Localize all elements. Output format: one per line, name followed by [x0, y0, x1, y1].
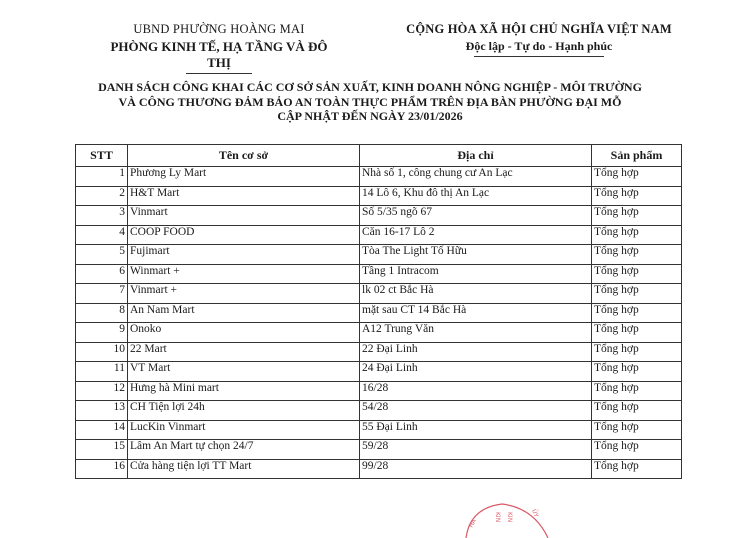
cell-name: Winmart +: [128, 264, 360, 284]
cell-stt: 12: [76, 381, 128, 401]
cell-name: Vinmart +: [128, 284, 360, 304]
cell-address: 16/28: [360, 381, 592, 401]
cell-product: Tổng hợp: [592, 440, 682, 460]
agency-name: PHÒNG KINH TẾ, HẠ TẦNG VÀ ĐÔ THỊ: [110, 39, 328, 70]
cell-stt: 10: [76, 342, 128, 362]
establishment-table: [75, 144, 682, 479]
cell-product: Tổng hợp: [592, 342, 682, 362]
cell-product: Tổng hợp: [592, 206, 682, 226]
title-line-1: DANH SÁCH CÔNG KHAI CÁC CƠ SỞ SẢN XUẤT, KINH DOANH NÔNG NGHIỆP - MÔI TRƯỜNG: [98, 80, 642, 94]
cell-product: Tổng hợp: [592, 264, 682, 284]
cell-name: COOP FOOD: [128, 225, 360, 245]
cell-address: 14 Lô 6, Khu đô thị An Lạc: [360, 186, 592, 206]
cell-product: Tổng hợp: [592, 401, 682, 421]
table-row: [76, 420, 682, 440]
cell-address: 99/28: [360, 459, 592, 479]
table-row: [76, 362, 682, 382]
table-row: [76, 323, 682, 343]
cell-name: Onoko: [128, 323, 360, 343]
cell-address: Tòa The Light Tố Hữu: [360, 245, 592, 265]
table-row: [76, 284, 682, 304]
cell-stt: 11: [76, 362, 128, 382]
cell-stt: 7: [76, 284, 128, 304]
cell-stt: 5: [76, 245, 128, 265]
cell-name: H&T Mart: [128, 186, 360, 206]
cell-name: Cửa hàng tiện lợi TT Mart: [128, 459, 360, 479]
table-row: [76, 245, 682, 265]
cell-name: Phương Ly Mart: [128, 167, 360, 187]
cell-stt: 2: [76, 186, 128, 206]
cell-product: Tổng hợp: [592, 381, 682, 401]
svg-text:ỦY: ỦY: [530, 508, 540, 519]
table-row: [76, 401, 682, 421]
red-seal-stamp: [462, 498, 552, 538]
agency-parent: UBND PHƯỜNG HOÀNG MAI: [133, 22, 305, 36]
table-row: [76, 225, 682, 245]
table-header-row: [76, 145, 682, 167]
svg-text:HA: HA: [467, 518, 479, 529]
column-header-name: Tên cơ sở: [128, 145, 360, 167]
cell-address: Tầng 1 Intracom: [360, 264, 592, 284]
table-row: [76, 440, 682, 460]
table-row: [76, 186, 682, 206]
cell-address: Số 5/35 ngõ 67: [360, 206, 592, 226]
issuing-agency-block: [104, 22, 334, 74]
table-row: [76, 381, 682, 401]
cell-stt: 16: [76, 459, 128, 479]
cell-product: Tổng hợp: [592, 225, 682, 245]
cell-product: Tổng hợp: [592, 245, 682, 265]
cell-stt: 6: [76, 264, 128, 284]
cell-stt: 9: [76, 323, 128, 343]
cell-address: 24 Đại Linh: [360, 362, 592, 382]
title-line-3: CẬP NHẬT ĐẾN NGÀY 23/01/2026: [277, 109, 463, 123]
cell-address: Căn 16-17 Lô 2: [360, 225, 592, 245]
cell-stt: 15: [76, 440, 128, 460]
table-row: [76, 206, 682, 226]
agency-underline: [186, 73, 252, 74]
column-header-product: Sản phẩm: [592, 145, 682, 167]
cell-product: Tổng hợp: [592, 303, 682, 323]
cell-name: Hưng hà Mini mart: [128, 381, 360, 401]
national-motto: Độc lập - Tự do - Hạnh phúc: [465, 39, 613, 53]
cell-address: 59/28: [360, 440, 592, 460]
table-row: [76, 342, 682, 362]
table-row: [76, 167, 682, 187]
cell-address: 55 Đại Linh: [360, 420, 592, 440]
cell-product: Tổng hợp: [592, 362, 682, 382]
cell-stt: 13: [76, 401, 128, 421]
national-motto-block: [398, 22, 680, 57]
cell-product: Tổng hợp: [592, 459, 682, 479]
national-title: CỘNG HÒA XÃ HỘI CHỦ NGHĨA VIỆT NAM: [406, 22, 672, 36]
cell-product: Tổng hợp: [592, 420, 682, 440]
svg-text:KIN: KIN: [506, 512, 513, 523]
cell-product: Tổng hợp: [592, 284, 682, 304]
svg-text:KIN: KIN: [494, 512, 501, 523]
table-row: [76, 303, 682, 323]
cell-stt: 4: [76, 225, 128, 245]
cell-stt: 8: [76, 303, 128, 323]
cell-name: Lâm An Mart tự chọn 24/7: [128, 440, 360, 460]
cell-name: CH Tiện lợi 24h: [128, 401, 360, 421]
cell-address: mặt sau CT 14 Bắc Hà: [360, 303, 592, 323]
cell-stt: 1: [76, 167, 128, 187]
cell-address: Nhà số 1, công chung cư An Lạc: [360, 167, 592, 187]
cell-address: A12 Trung Văn: [360, 323, 592, 343]
cell-address: 54/28: [360, 401, 592, 421]
cell-product: Tổng hợp: [592, 323, 682, 343]
column-header-address: Địa chỉ: [360, 145, 592, 167]
title-line-2: VÀ CÔNG THƯƠNG ĐẢM BẢO AN TOÀN THỰC PHẨM TRÊN ĐỊA BÀN PHƯỜNG ĐẠI MỖ: [118, 94, 622, 109]
cell-name: Fujimart: [128, 245, 360, 265]
cell-name: VT Mart: [128, 362, 360, 382]
cell-name: An Nam Mart: [128, 303, 360, 323]
document-title: [90, 80, 650, 124]
cell-address: 22 Đại Linh: [360, 342, 592, 362]
cell-name: 22 Mart: [128, 342, 360, 362]
table-row: [76, 459, 682, 479]
cell-name: LucKin Vinmart: [128, 420, 360, 440]
cell-name: Vinmart: [128, 206, 360, 226]
cell-product: Tổng hợp: [592, 186, 682, 206]
table-row: [76, 264, 682, 284]
motto-underline: [474, 56, 604, 57]
cell-stt: 14: [76, 420, 128, 440]
cell-product: Tổng hợp: [592, 167, 682, 187]
cell-address: lk 02 ct Bắc Hà: [360, 284, 592, 304]
column-header-stt: STT: [76, 145, 128, 167]
cell-stt: 3: [76, 206, 128, 226]
